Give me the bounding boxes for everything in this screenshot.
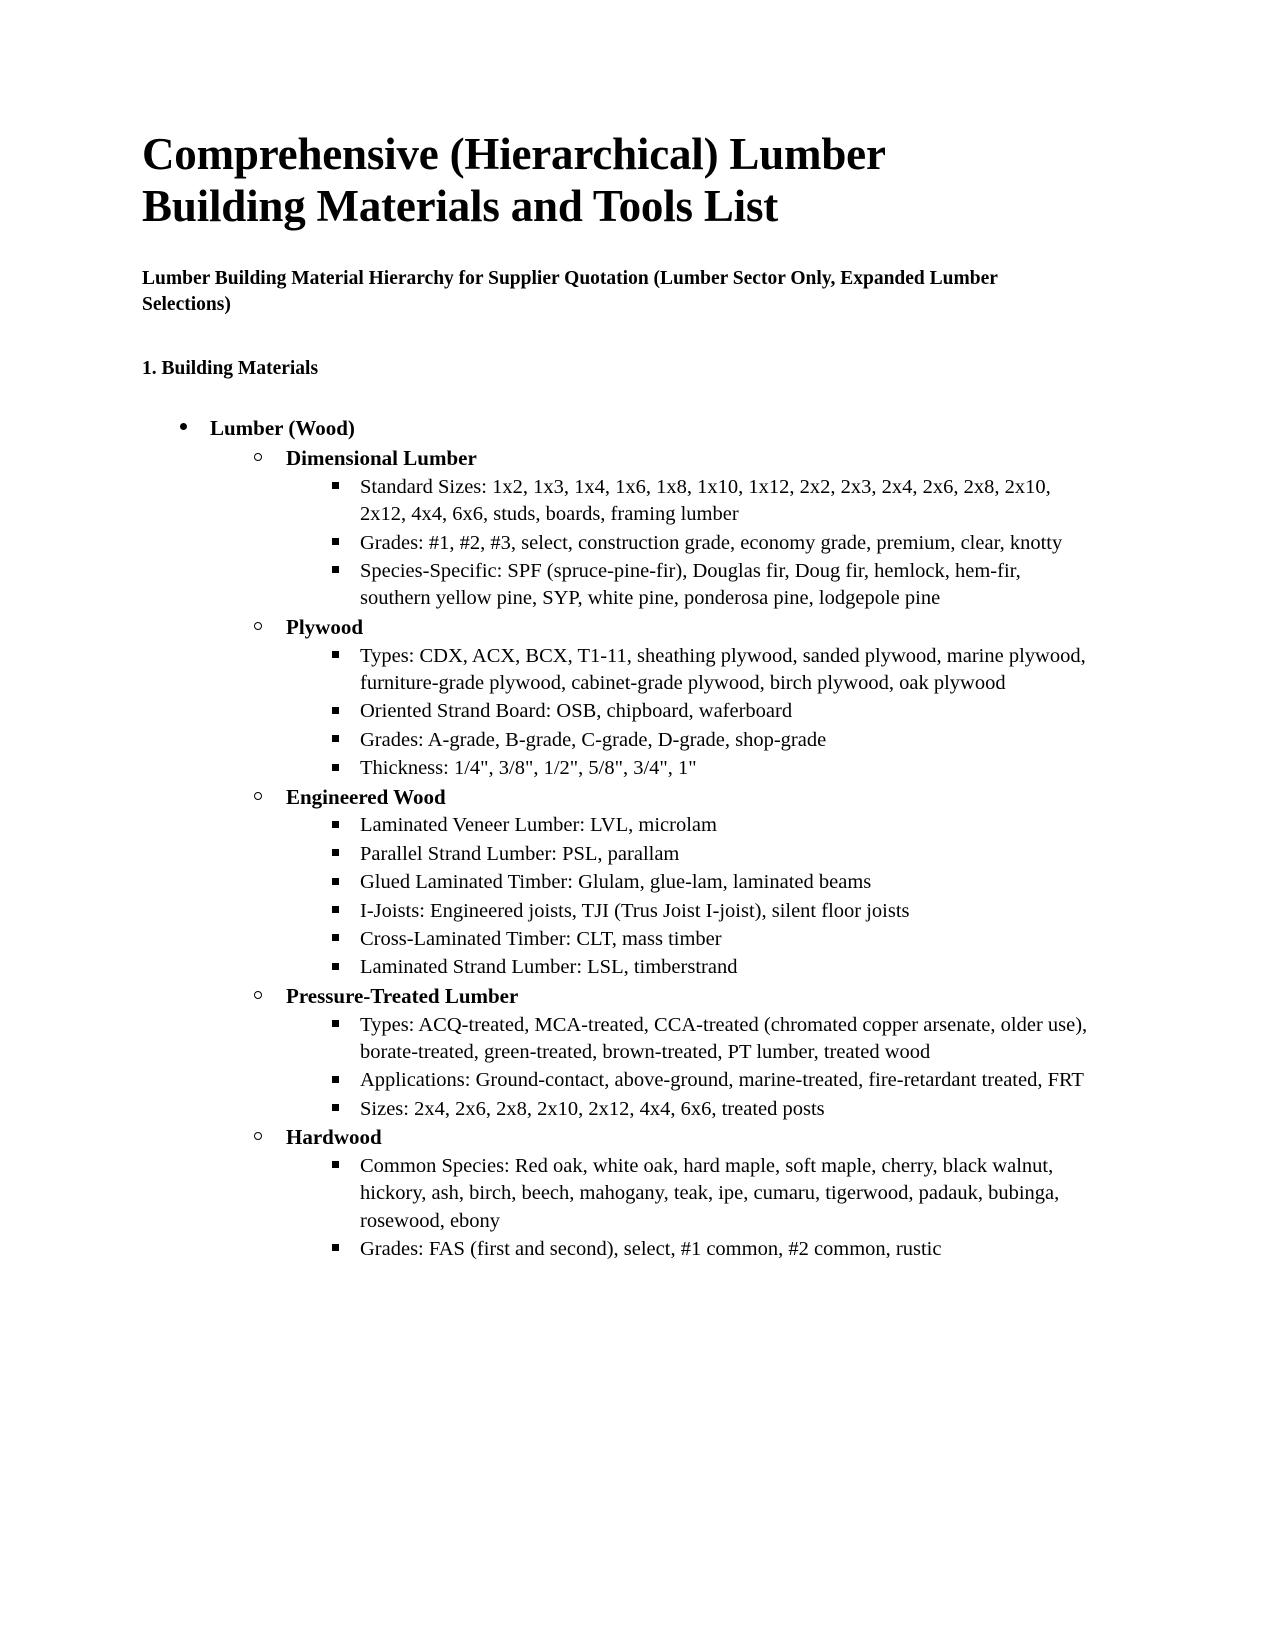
- square-bullet-icon: [332, 1244, 339, 1251]
- disc-bullet-icon: [180, 423, 187, 430]
- outline-level3-text: I-Joists: Engineered joists, TJI (Trus Joist I-joist), silent floor joists: [360, 899, 910, 922]
- outline-level1-item: [142, 415, 1090, 1263]
- outline-level3-item: [286, 474, 1090, 529]
- outline-level2-item-pressure-treated-lumber: [210, 983, 1090, 1123]
- outline-level3-text: Cross-Laminated Timber: CLT, mass timber: [360, 927, 722, 950]
- outline-root: [142, 415, 1090, 1263]
- outline-level3-text: Thickness: 1/4", 3/8", 1/2", 5/8", 3/4", 1": [360, 757, 697, 780]
- outline-level3-item: [286, 1067, 1090, 1094]
- square-bullet-icon: [332, 735, 339, 742]
- outline-level3-text: Grades: FAS (first and second), select, #1 common, #2 common, rustic: [360, 1237, 942, 1260]
- outline-level3-list: [286, 474, 1090, 613]
- outline-level2-label: Dimensional Lumber: [286, 446, 477, 471]
- outline-level3-text: Applications: Ground-contact, above-ground, marine-treated, fire-retardant treated, FRT: [360, 1069, 1084, 1092]
- square-bullet-icon: [332, 849, 339, 856]
- circle-bullet-icon: [254, 622, 262, 630]
- outline-level2-item-dimensional-lumber: [210, 445, 1090, 613]
- outline-level3-item: [286, 558, 1090, 613]
- outline-level3-list: [286, 1153, 1090, 1263]
- outline-level2-list: [210, 445, 1090, 1263]
- outline-level2-label: Hardwood: [286, 1124, 382, 1149]
- outline-level3-text: Laminated Strand Lumber: LSL, timberstrand: [360, 956, 738, 979]
- outline-level3-text: Parallel Strand Lumber: PSL, parallam: [360, 842, 680, 865]
- square-bullet-icon: [332, 651, 339, 658]
- outline-level3-item: [286, 1153, 1090, 1235]
- outline-level3-item: [286, 926, 1090, 953]
- square-bullet-icon: [332, 764, 339, 771]
- square-bullet-icon: [332, 934, 339, 941]
- square-bullet-icon: [332, 1076, 339, 1083]
- section-heading-building-materials: 1. Building Materials: [142, 357, 319, 379]
- square-bullet-icon: [332, 963, 339, 970]
- square-bullet-icon: [332, 1161, 339, 1168]
- square-bullet-icon: [332, 821, 339, 828]
- document-subtitle: Lumber Building Material Hierarchy for Supplier Quotation (Lumber Sector Only, Expanded Lumber Selections): [142, 268, 998, 316]
- outline-level2-item-plywood: [210, 614, 1090, 783]
- outline-level3-text: Types: ACQ-treated, MCA-treated, CCA-treated (chromated copper arsenate, older use), borate-treated, green-treated, brown-treated, PT lumber, treated wood: [360, 1013, 1088, 1063]
- outline-level3-text: Species-Specific: SPF (spruce-pine-fir), Douglas fir, Doug fir, hemlock, hem-fir, southern yellow pine, SYP, white pine, ponderosa pine, lodgepole pine: [360, 560, 1021, 610]
- outline-level2-label: Plywood: [286, 614, 364, 639]
- circle-bullet-icon: [254, 991, 262, 999]
- circle-bullet-icon: [254, 453, 262, 461]
- outline-level3-item: [286, 841, 1090, 868]
- outline-level3-item: [286, 530, 1090, 557]
- outline-level3-text: Grades: #1, #2, #3, select, construction grade, economy grade, premium, clear, knotty: [360, 531, 1063, 554]
- page-title: Comprehensive (Hierarchical) Lumber Building Materials and Tools List: [142, 129, 885, 232]
- outline-level3-item: [286, 954, 1090, 981]
- outline-level2-item-engineered-wood: [210, 784, 1090, 982]
- square-bullet-icon: [332, 566, 339, 573]
- outline-level3-item: [286, 755, 1090, 782]
- outline-level3-item: [286, 812, 1090, 839]
- outline-level3-text: Grades: A-grade, B-grade, C-grade, D-grade, shop-grade: [360, 728, 827, 751]
- square-bullet-icon: [332, 707, 339, 714]
- circle-bullet-icon: [254, 1132, 262, 1140]
- outline-level3-item: [286, 869, 1090, 896]
- outline-level3-item: [286, 698, 1090, 725]
- circle-bullet-icon: [254, 792, 262, 800]
- outline-level3-text: Types: CDX, ACX, BCX, T1-11, sheathing plywood, sanded plywood, marine plywood, furniture-grade plywood, cabinet-grade plywood, birch plywood, oak plywood: [360, 644, 1086, 695]
- outline-level3-text: Oriented Strand Board: OSB, chipboard, waferboard: [360, 700, 793, 723]
- square-bullet-icon: [332, 906, 339, 913]
- square-bullet-icon: [332, 878, 339, 885]
- square-bullet-icon: [332, 1104, 339, 1111]
- square-bullet-icon: [332, 482, 339, 489]
- outline-level3-text: Common Species: Red oak, white oak, hard maple, soft maple, cherry, black walnut, hickory, ash, birch, beech, mahogany, teak, ipe, cumaru, tigerwood, padauk, bubinga, rosewood, ebony: [360, 1154, 1060, 1232]
- outline-level3-item: [286, 1012, 1090, 1067]
- outline-level2-label: Pressure-Treated Lumber: [286, 983, 519, 1008]
- outline-level3-list: [286, 812, 1090, 981]
- outline-level3-list: [286, 1012, 1090, 1123]
- outline-level3-text: Glued Laminated Timber: Glulam, glue-lam, laminated beams: [360, 871, 872, 894]
- outline-level3-item: [286, 727, 1090, 754]
- outline-level2-item-hardwood: [210, 1124, 1090, 1263]
- outline-level3-list: [286, 643, 1090, 783]
- outline-level3-item: [286, 1236, 1090, 1263]
- outline-level3-item: [286, 898, 1090, 925]
- outline-level3-text: Laminated Veneer Lumber: LVL, microlam: [360, 814, 717, 837]
- outline-level1-label: Lumber (Wood): [210, 416, 355, 441]
- square-bullet-icon: [332, 1020, 339, 1027]
- outline-level3-item: [286, 643, 1090, 698]
- outline-level3-text: Standard Sizes: 1x2, 1x3, 1x4, 1x6, 1x8, 1x10, 1x12, 2x2, 2x3, 2x4, 2x6, 2x8, 2x10, 2x12, 4x4, 6x6, studs, boards, framing lumber: [360, 476, 1051, 526]
- outline-level3-text: Sizes: 2x4, 2x6, 2x8, 2x10, 2x12, 4x4, 6x6, treated posts: [360, 1097, 825, 1120]
- outline-level3-item: [286, 1096, 1090, 1123]
- square-bullet-icon: [332, 538, 339, 545]
- outline-level2-label: Engineered Wood: [286, 784, 446, 809]
